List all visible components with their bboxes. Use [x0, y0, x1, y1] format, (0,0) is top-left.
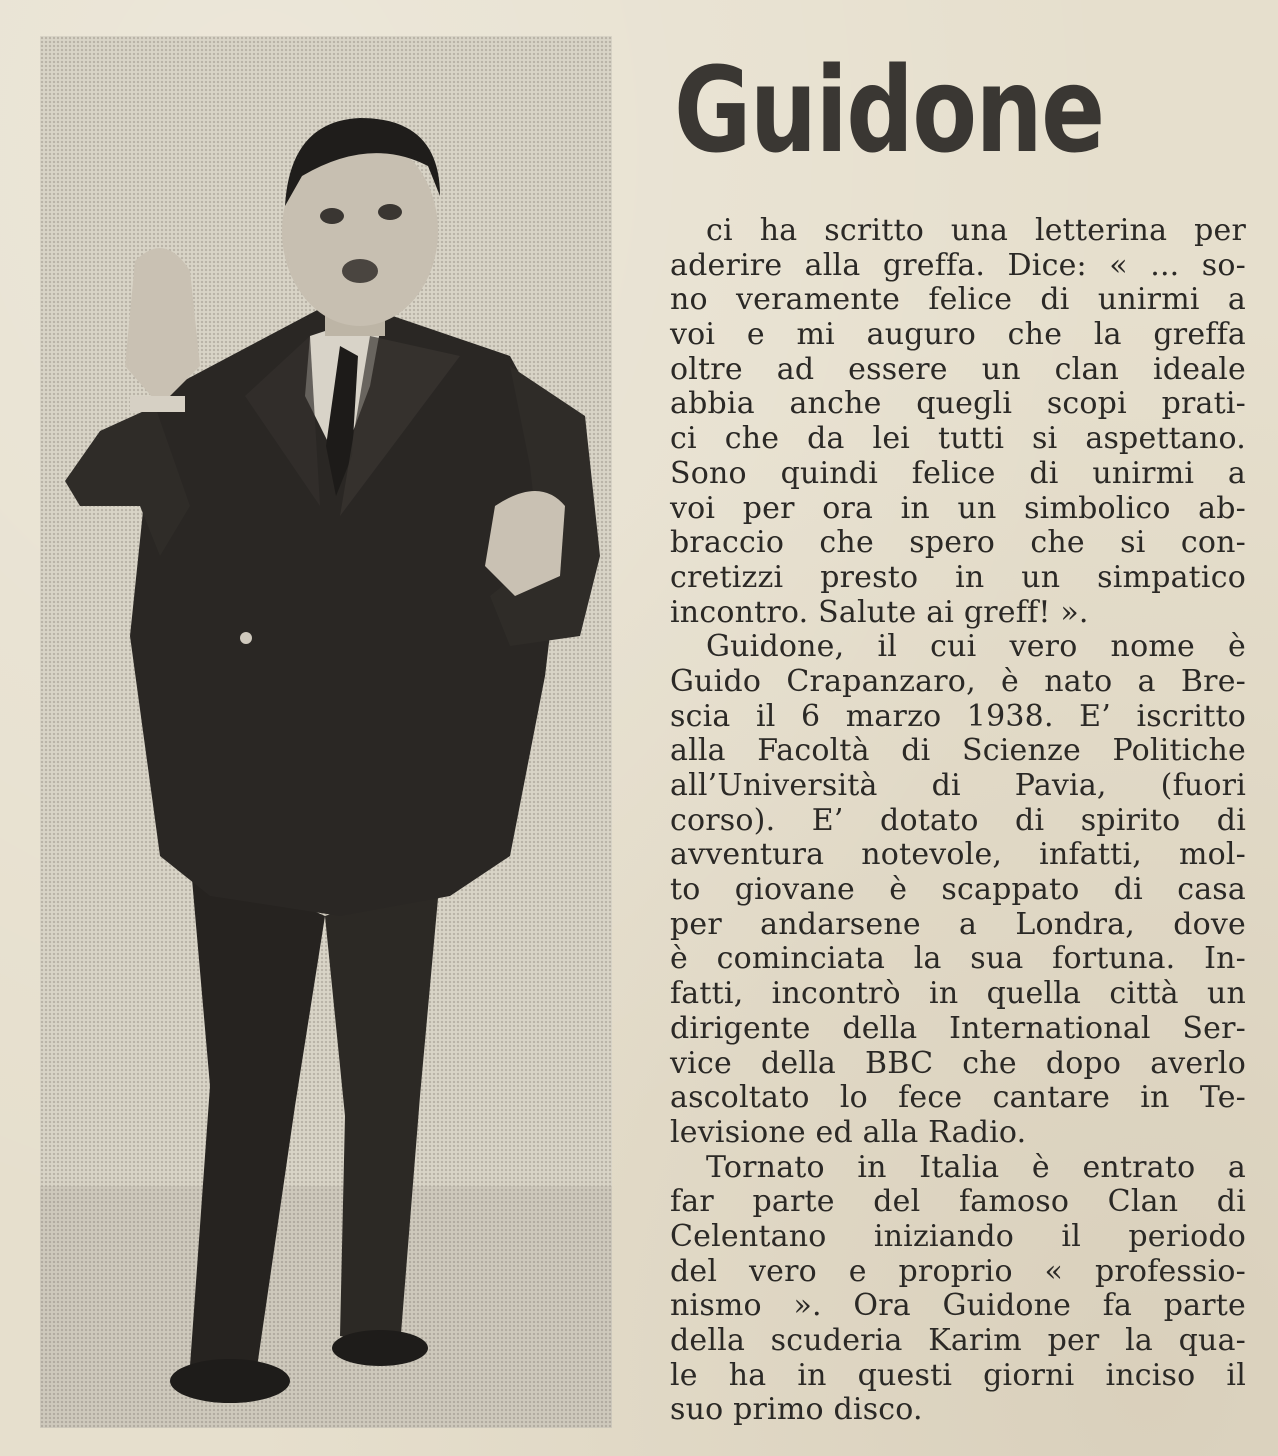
article-line: Guidone, il cui vero nome è [706, 629, 1246, 665]
article-headline: Guidone [674, 41, 1104, 179]
article-line: suo primo disco. [670, 1392, 923, 1428]
article-line: è cominciata la sua fortuna. In- [670, 941, 1246, 977]
article-line: dirigente della International Ser- [670, 1010, 1246, 1046]
article-line: vice della BBC che dopo averlo [670, 1045, 1246, 1081]
article-line: voi per ora in un simbolico ab- [670, 490, 1246, 526]
article-line: to giovane è scappato di casa [670, 872, 1246, 908]
article-line: abbia anche quegli scopi prati- [670, 386, 1246, 422]
article-line: ci ha scritto una letterina per [706, 213, 1246, 248]
article-line: Celentano iniziando il periodo [670, 1218, 1246, 1254]
article-line: oltre ad essere un clan ideale [670, 351, 1246, 387]
article-line: no veramente felice di unirmi a [670, 282, 1246, 318]
article-line: far parte del famoso Clan di [670, 1184, 1246, 1220]
article-line: del vero e proprio « professio- [670, 1253, 1246, 1289]
portrait-photo [40, 36, 612, 1428]
article-line: fatti, incontrò in quella città un [670, 976, 1246, 1012]
article-line: scia il 6 marzo 1938. E’ iscritto [670, 698, 1246, 734]
article-line: ci che da lei tutti si aspettano. [670, 421, 1246, 457]
article-line: all’Università di Pavia, (fuori [670, 768, 1246, 803]
article-line: alla Facoltà di Scienze Politiche [670, 733, 1246, 769]
article-line: levisione ed alla Radio. [670, 1114, 1027, 1150]
article-line: avventura notevole, infatti, mol- [670, 837, 1246, 873]
article-line: Tornato in Italia è entrato a [706, 1149, 1246, 1185]
article-line: braccio che spero che si con- [670, 525, 1246, 561]
article-line: della scuderia Karim per la qua- [670, 1323, 1246, 1358]
article-line: per andarsene a Londra, dove [670, 906, 1246, 942]
article-line: ascoltato lo fece cantare in Te- [670, 1080, 1246, 1116]
article-line: incontro. Salute ai greff! ». [670, 594, 1089, 630]
article-line: aderire alla greffa. Dice: « ... so- [670, 247, 1246, 283]
article-line: Guido Crapanzaro, è nato a Bre- [670, 663, 1246, 699]
article-line: Sono quindi felice di unirmi a [670, 455, 1246, 491]
article-line: voi e mi auguro che la greffa [670, 317, 1246, 353]
article-line: le ha in questi giorni inciso il [670, 1357, 1246, 1393]
article-line: cretizzi presto in un simpatico [670, 559, 1246, 595]
article-line: nismo ». Ora Guidone fa parte [670, 1288, 1246, 1324]
article-line: corso). E’ dotato di spirito di [670, 802, 1246, 838]
man-in-suit-photo-icon [40, 36, 612, 1428]
article-body [670, 214, 1246, 1428]
